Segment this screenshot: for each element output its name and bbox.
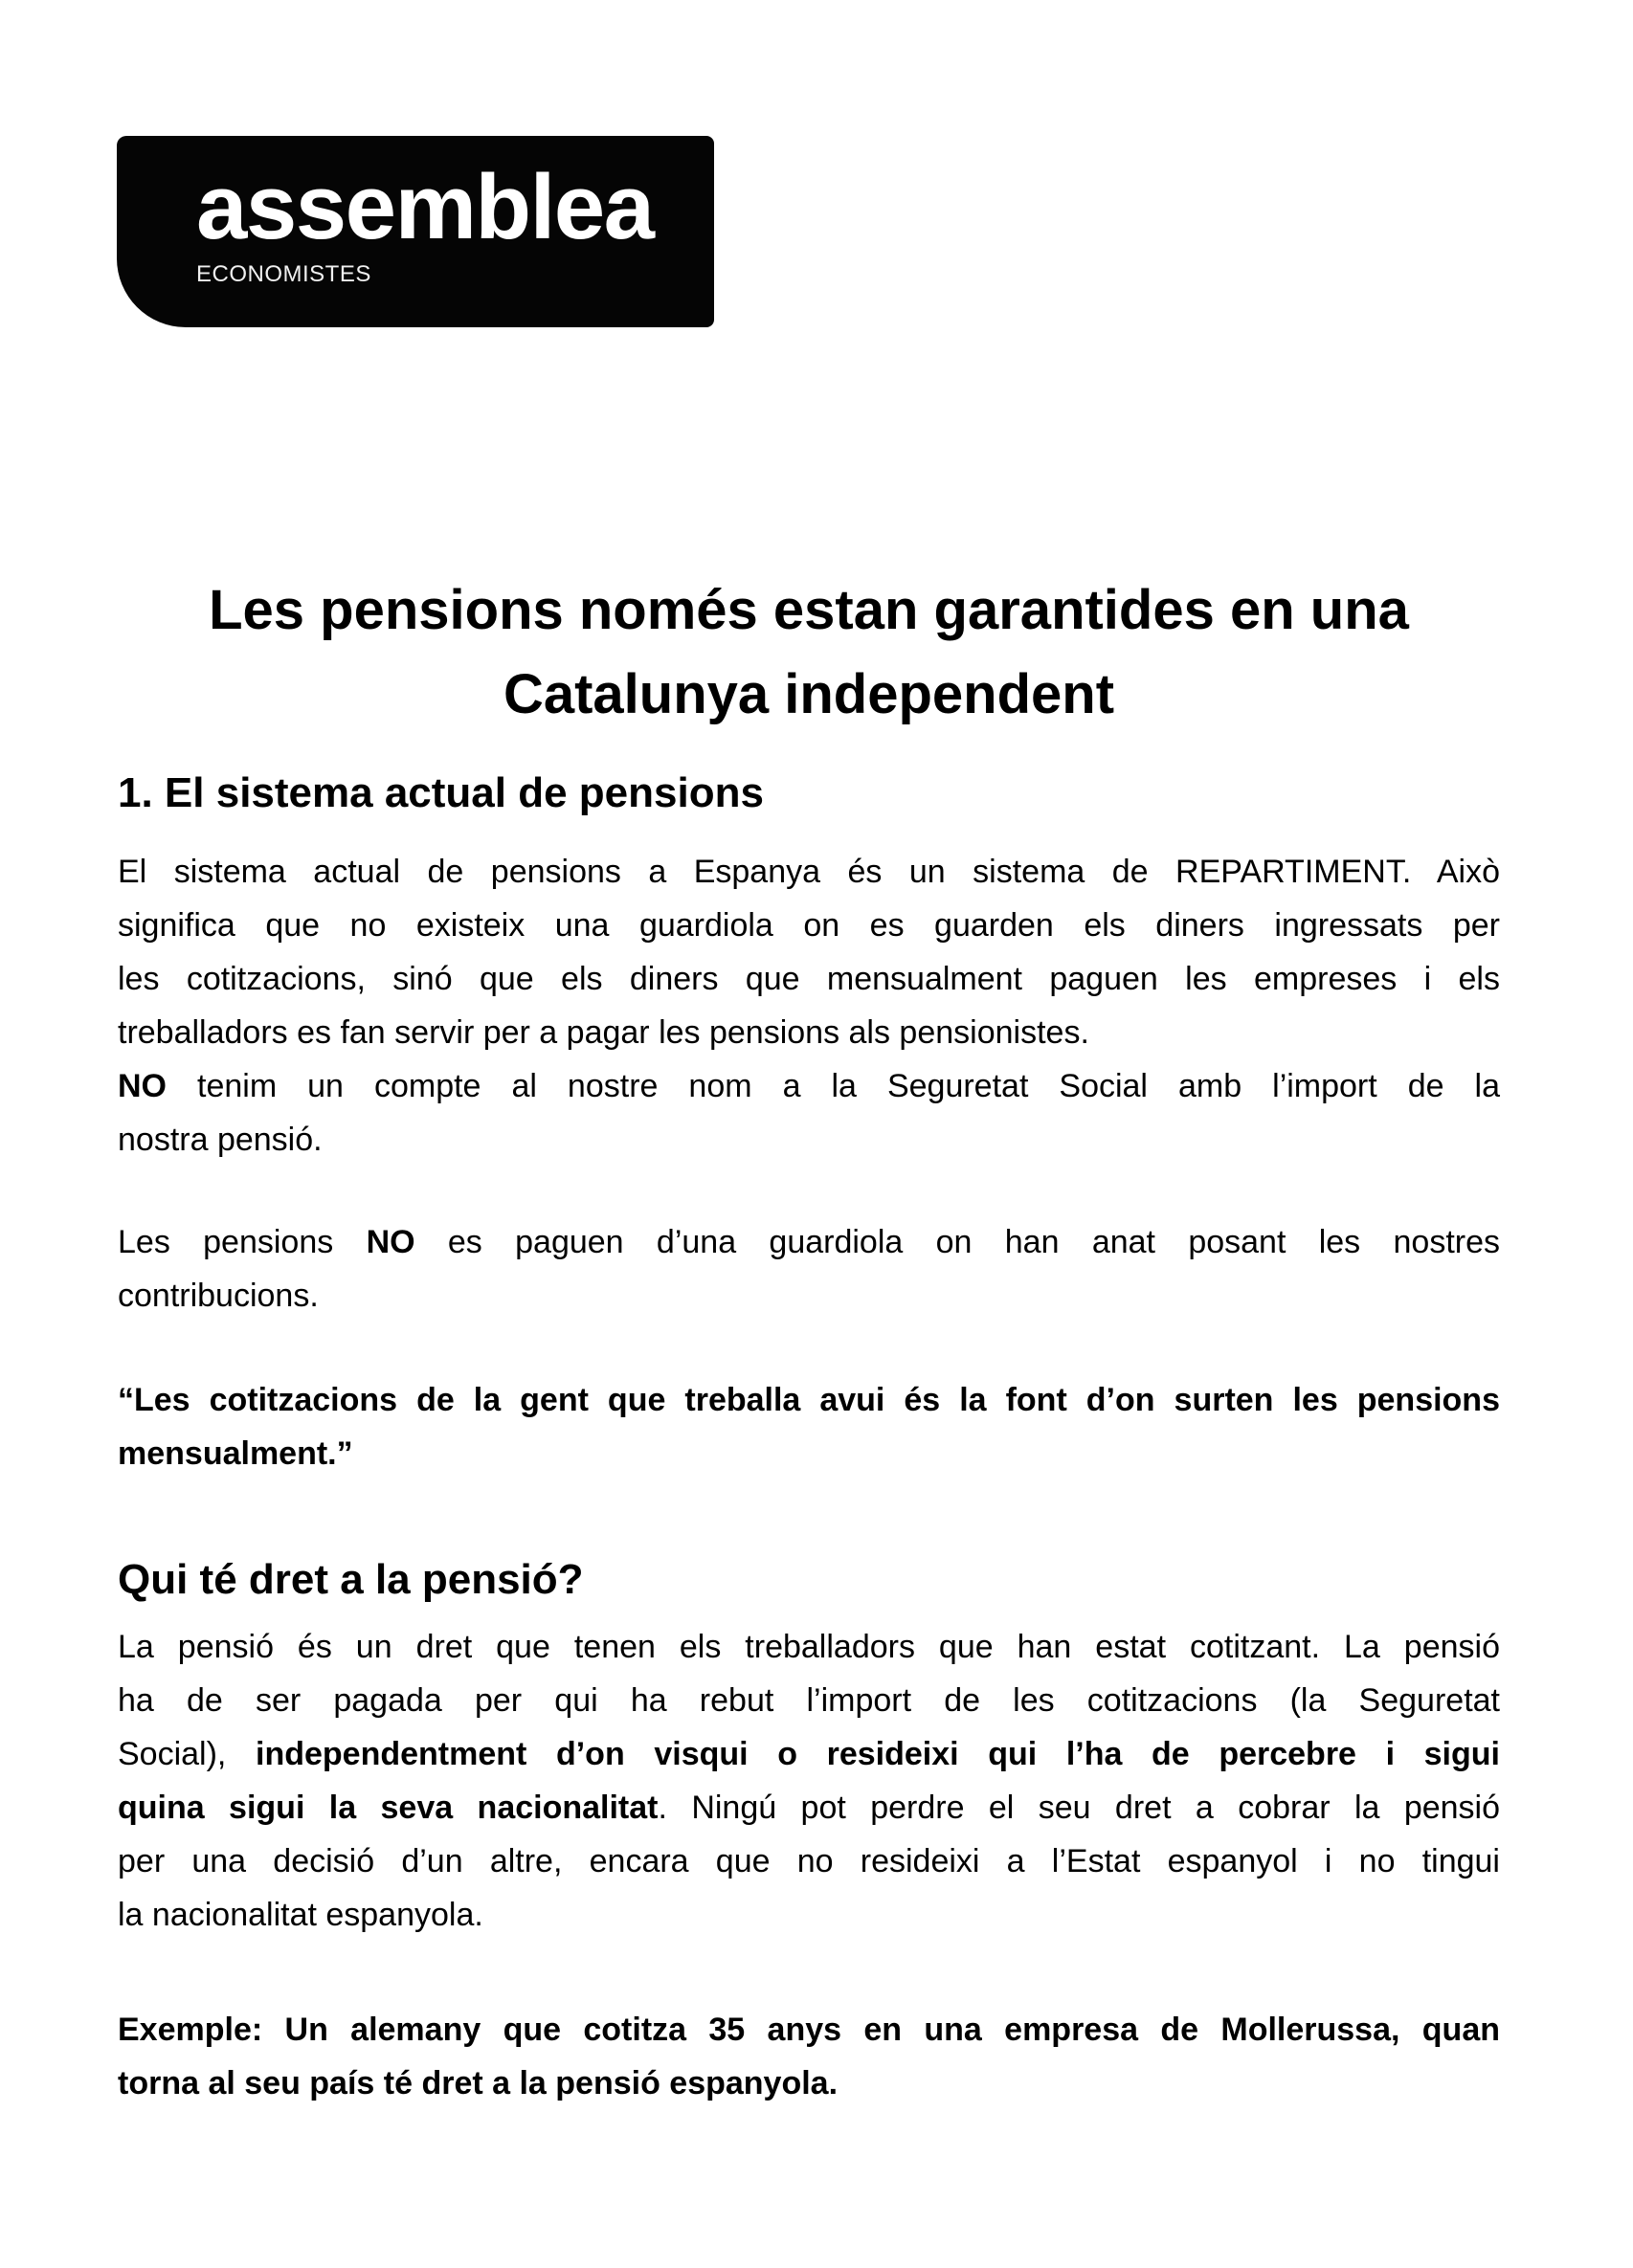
bold-text-run: NO [118, 1068, 167, 1104]
text-line [118, 1215, 1500, 1269]
logo-brand-text: assemblea [196, 156, 654, 258]
text-line [118, 1727, 1500, 1781]
document-title [118, 568, 1500, 737]
paragraph-no-guardiola [118, 1215, 1500, 1323]
text-run: La pensió és un dret que tenen els treballadors que han estat cotitzant. La pensió [118, 1629, 1500, 1665]
logo-subtitle-text: ECONOMISTES [196, 261, 371, 287]
text-run: Les pensions [118, 1224, 367, 1260]
paragraph-dret-pensio [118, 1620, 1500, 1942]
text-line [118, 1620, 1500, 1674]
text-run: significa que no existeix una guardiola on es guarden els diners ingressats per [118, 907, 1500, 944]
bold-text-run: “Les cotitzacions de la gent que treballa avui és la font d’on surten les pensions [118, 1382, 1500, 1418]
text-run: per una decisió d’un altre, encara que no resideixi a l’Estat espanyol i no tingui [118, 1843, 1500, 1879]
bold-text-run: quina sigui la seva nacionalitat [118, 1790, 659, 1826]
section-heading-qui-te-dret: Qui té dret a la pensió? [118, 1556, 584, 1603]
text-run: El sistema actual de pensions a Espanya és un sistema de REPARTIMENT. Això [118, 854, 1500, 890]
bold-text-run: mensualment.” [118, 1435, 353, 1472]
text-line [118, 2003, 1500, 2057]
text-line [118, 1781, 1500, 1834]
text-run: contribucions. [118, 1278, 319, 1314]
paragraph-quote [118, 1373, 1500, 1480]
text-run: la nacionalitat espanyola. [118, 1897, 483, 1933]
text-line [118, 1888, 1500, 1942]
text-run: treballadors es fan servir per a pagar les pensions als pensionistes. [118, 1014, 1089, 1051]
text-line [118, 1006, 1500, 1059]
text-line [118, 899, 1500, 952]
text-line [118, 1373, 1500, 1427]
text-run: tenim un compte al nostre nom a la Seguretat Social amb l’import de la [167, 1068, 1500, 1104]
bold-text-run: NO [366, 1224, 415, 1260]
text-line [118, 1269, 1500, 1323]
paragraph-repartiment [118, 845, 1500, 1059]
paragraph-exemple [118, 2003, 1500, 2110]
text-line [118, 2057, 1500, 2110]
title-line-1: Les pensions només estan garantides en una [209, 579, 1409, 641]
paragraph-no-compte [118, 1059, 1500, 1167]
section-heading-sistema-actual: 1. El sistema actual de pensions [118, 769, 764, 816]
bold-text-run: independentment d’on visqui o resideixi qui l’ha de percebre i sigui [256, 1736, 1500, 1772]
bold-text-run: Exemple: Un alemany que cotitza 35 anys en una empresa de Mollerussa, quan [118, 2012, 1500, 2048]
text-line [118, 1674, 1500, 1727]
text-run: es paguen d’una guardiola on han anat posant les nostres [414, 1224, 1501, 1260]
text-line [118, 1113, 1500, 1167]
bold-text-run: torna al seu país té dret a la pensió espanyola. [118, 2065, 839, 2101]
assemblea-logo [117, 136, 714, 327]
text-run: ha de ser pagada per qui ha rebut l’import de les cotitzacions (la Seguretat [118, 1682, 1500, 1719]
text-line [118, 952, 1500, 1006]
title-line-2: Catalunya independent [503, 663, 1115, 725]
text-line [118, 1834, 1500, 1888]
text-run: nostra pensió. [118, 1122, 323, 1158]
text-run: Social), [118, 1736, 256, 1772]
text-run: les cotitzacions, sinó que els diners que mensualment paguen les empreses i els [118, 961, 1500, 997]
text-line [118, 1059, 1500, 1113]
text-line [118, 1427, 1500, 1480]
text-run: . Ningú pot perdre el seu dret a cobrar la pensió [658, 1790, 1501, 1826]
text-line [118, 845, 1500, 899]
